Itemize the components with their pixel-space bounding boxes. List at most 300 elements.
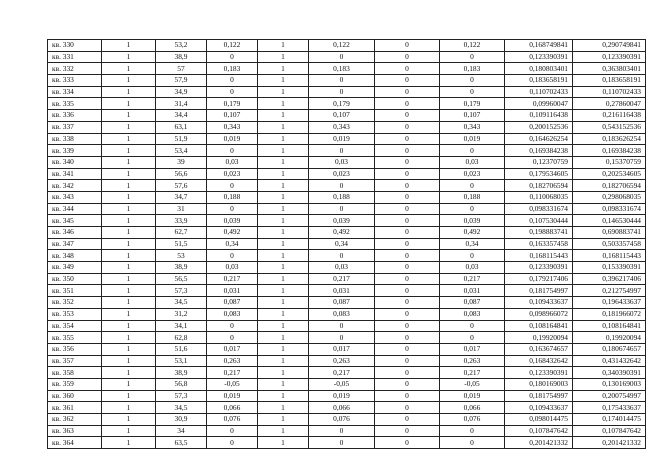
- value-cell: 0,017: [207, 343, 258, 355]
- share-cell: 0,169384238: [505, 145, 573, 157]
- value2-cell: 0: [309, 75, 375, 87]
- area-cell: 31: [156, 203, 207, 215]
- value3-cell: 0: [440, 145, 505, 157]
- zero-cell: 0: [375, 145, 440, 157]
- apartment-cell: кв. 353: [48, 308, 102, 320]
- total-cell: 0,15370759: [573, 156, 646, 168]
- coef-cell: 1: [258, 414, 309, 426]
- total-cell: 0,290749841: [573, 40, 646, 52]
- coef-cell: 1: [258, 425, 309, 437]
- table-row: [48, 227, 646, 239]
- value-cell: 0,031: [207, 285, 258, 297]
- count-cell: 1: [102, 250, 156, 262]
- value-cell: 0: [207, 320, 258, 332]
- value-cell: 0,263: [207, 355, 258, 367]
- share-cell: 0,163674657: [505, 343, 573, 355]
- area-cell: 57: [156, 63, 207, 75]
- coef-cell: 1: [258, 437, 309, 449]
- value2-cell: 0: [309, 51, 375, 63]
- apartment-cell: кв. 333: [48, 75, 102, 87]
- total-cell: 0,183658191: [573, 75, 646, 87]
- share-cell: 0,09960047: [505, 98, 573, 110]
- total-cell: 0,431432642: [573, 355, 646, 367]
- apartment-cell: кв. 349: [48, 262, 102, 274]
- count-cell: 1: [102, 273, 156, 285]
- count-cell: 1: [102, 285, 156, 297]
- value-cell: 0: [207, 145, 258, 157]
- table-row: [48, 63, 646, 75]
- zero-cell: 0: [375, 273, 440, 285]
- value-cell: 0,217: [207, 273, 258, 285]
- value-cell: 0,183: [207, 63, 258, 75]
- zero-cell: 0: [375, 121, 440, 133]
- table-row: [48, 297, 646, 309]
- apartment-cell: кв. 344: [48, 203, 102, 215]
- value-cell: -0,05: [207, 378, 258, 390]
- zero-cell: 0: [375, 110, 440, 122]
- coef-cell: 1: [258, 355, 309, 367]
- share-cell: 0,110068035: [505, 191, 573, 203]
- value3-cell: 0: [440, 51, 505, 63]
- value3-cell: 0,492: [440, 227, 505, 239]
- coef-cell: 1: [258, 145, 309, 157]
- area-cell: 38,9: [156, 262, 207, 274]
- value3-cell: 0,031: [440, 285, 505, 297]
- value2-cell: 0,039: [309, 215, 375, 227]
- value2-cell: 0,03: [309, 156, 375, 168]
- count-cell: 1: [102, 133, 156, 145]
- value-cell: 0: [207, 86, 258, 98]
- zero-cell: 0: [375, 437, 440, 449]
- table-row: [48, 215, 646, 227]
- count-cell: 1: [102, 437, 156, 449]
- value3-cell: 0,083: [440, 308, 505, 320]
- area-cell: 31,2: [156, 308, 207, 320]
- share-cell: 0,107530444: [505, 215, 573, 227]
- total-cell: 0,212754997: [573, 285, 646, 297]
- count-cell: 1: [102, 414, 156, 426]
- value2-cell: 0,019: [309, 133, 375, 145]
- count-cell: 1: [102, 238, 156, 250]
- value2-cell: 0: [309, 320, 375, 332]
- value-cell: 0,039: [207, 215, 258, 227]
- coef-cell: 1: [258, 98, 309, 110]
- apartment-cell: кв. 338: [48, 133, 102, 145]
- value2-cell: 0,066: [309, 402, 375, 414]
- count-cell: 1: [102, 121, 156, 133]
- area-cell: 62,7: [156, 227, 207, 239]
- table-row: [48, 402, 646, 414]
- value-cell: 0,03: [207, 262, 258, 274]
- table-row: [48, 285, 646, 297]
- count-cell: 1: [102, 180, 156, 192]
- share-cell: 0,163357458: [505, 238, 573, 250]
- value2-cell: 0: [309, 86, 375, 98]
- total-cell: 0,098331674: [573, 203, 646, 215]
- coef-cell: 1: [258, 297, 309, 309]
- table-row: [48, 75, 646, 87]
- table-row: [48, 367, 646, 379]
- apartment-cell: кв. 364: [48, 437, 102, 449]
- value3-cell: 0: [440, 203, 505, 215]
- share-cell: 0,109116438: [505, 110, 573, 122]
- value3-cell: 0,183: [440, 63, 505, 75]
- count-cell: 1: [102, 320, 156, 332]
- count-cell: 1: [102, 110, 156, 122]
- value3-cell: 0: [440, 250, 505, 262]
- zero-cell: 0: [375, 75, 440, 87]
- count-cell: 1: [102, 215, 156, 227]
- table-row: [48, 203, 646, 215]
- coef-cell: 1: [258, 191, 309, 203]
- value-cell: 0: [207, 332, 258, 344]
- value3-cell: 0,017: [440, 343, 505, 355]
- table-row: [48, 437, 646, 449]
- apartment-cell: кв. 342: [48, 180, 102, 192]
- share-cell: 0,181754997: [505, 285, 573, 297]
- coef-cell: 1: [258, 285, 309, 297]
- area-cell: 57,3: [156, 390, 207, 402]
- value2-cell: 0: [309, 203, 375, 215]
- share-cell: 0,198883741: [505, 227, 573, 239]
- count-cell: 1: [102, 425, 156, 437]
- area-cell: 56,6: [156, 168, 207, 180]
- value2-cell: 0: [309, 180, 375, 192]
- total-cell: 0,130169003: [573, 378, 646, 390]
- total-cell: 0,182706594: [573, 180, 646, 192]
- zero-cell: 0: [375, 227, 440, 239]
- count-cell: 1: [102, 343, 156, 355]
- area-cell: 63,5: [156, 437, 207, 449]
- zero-cell: 0: [375, 320, 440, 332]
- area-cell: 53,1: [156, 355, 207, 367]
- zero-cell: 0: [375, 355, 440, 367]
- value2-cell: 0,122: [309, 40, 375, 52]
- apartment-cell: кв. 361: [48, 402, 102, 414]
- apartment-cell: кв. 335: [48, 98, 102, 110]
- total-cell: 0,196433637: [573, 297, 646, 309]
- value2-cell: 0,343: [309, 121, 375, 133]
- zero-cell: 0: [375, 402, 440, 414]
- coef-cell: 1: [258, 203, 309, 215]
- count-cell: 1: [102, 86, 156, 98]
- value2-cell: 0,34: [309, 238, 375, 250]
- area-cell: 31,4: [156, 98, 207, 110]
- value3-cell: 0,066: [440, 402, 505, 414]
- apartment-cell: кв. 360: [48, 390, 102, 402]
- count-cell: 1: [102, 297, 156, 309]
- area-cell: 34,7: [156, 191, 207, 203]
- value2-cell: 0: [309, 425, 375, 437]
- apartment-cell: кв. 350: [48, 273, 102, 285]
- zero-cell: 0: [375, 425, 440, 437]
- value-cell: 0,34: [207, 238, 258, 250]
- coef-cell: 1: [258, 215, 309, 227]
- table-row: [48, 343, 646, 355]
- zero-cell: 0: [375, 86, 440, 98]
- value3-cell: 0: [440, 437, 505, 449]
- area-cell: 62,8: [156, 332, 207, 344]
- count-cell: 1: [102, 402, 156, 414]
- area-cell: 53,2: [156, 40, 207, 52]
- value3-cell: 0,087: [440, 297, 505, 309]
- share-cell: 0,168749841: [505, 40, 573, 52]
- value-cell: 0,217: [207, 367, 258, 379]
- apartment-cell: кв. 341: [48, 168, 102, 180]
- zero-cell: 0: [375, 238, 440, 250]
- count-cell: 1: [102, 203, 156, 215]
- count-cell: 1: [102, 227, 156, 239]
- apartment-cell: кв. 351: [48, 285, 102, 297]
- total-cell: 0,183626254: [573, 133, 646, 145]
- total-cell: 0,107847642: [573, 425, 646, 437]
- value3-cell: 0,03: [440, 262, 505, 274]
- coef-cell: 1: [258, 168, 309, 180]
- value-cell: 0,122: [207, 40, 258, 52]
- value2-cell: 0,188: [309, 191, 375, 203]
- apartment-cell: кв. 356: [48, 343, 102, 355]
- total-cell: 0,180674657: [573, 343, 646, 355]
- coef-cell: 1: [258, 121, 309, 133]
- value2-cell: 0: [309, 145, 375, 157]
- table-row: [48, 98, 646, 110]
- apartment-cell: кв. 358: [48, 367, 102, 379]
- value-cell: 0,019: [207, 390, 258, 402]
- area-cell: 34,5: [156, 402, 207, 414]
- coef-cell: 1: [258, 227, 309, 239]
- apartment-cell: кв. 337: [48, 121, 102, 133]
- value-cell: 0,019: [207, 133, 258, 145]
- area-cell: 57,3: [156, 285, 207, 297]
- value3-cell: 0: [440, 180, 505, 192]
- total-cell: 0,201421332: [573, 437, 646, 449]
- share-cell: 0,168432642: [505, 355, 573, 367]
- total-cell: 0,543152536: [573, 121, 646, 133]
- zero-cell: 0: [375, 98, 440, 110]
- value2-cell: 0,263: [309, 355, 375, 367]
- share-cell: 0,168115443: [505, 250, 573, 262]
- count-cell: 1: [102, 40, 156, 52]
- area-cell: 53: [156, 250, 207, 262]
- area-cell: 39: [156, 156, 207, 168]
- table-row: [48, 262, 646, 274]
- apartment-cell: кв. 362: [48, 414, 102, 426]
- value3-cell: -0,05: [440, 378, 505, 390]
- area-cell: 34: [156, 425, 207, 437]
- coef-cell: 1: [258, 63, 309, 75]
- value2-cell: 0,083: [309, 308, 375, 320]
- coef-cell: 1: [258, 367, 309, 379]
- apartment-cell: кв. 330: [48, 40, 102, 52]
- zero-cell: 0: [375, 367, 440, 379]
- share-cell: 0,179534605: [505, 168, 573, 180]
- value2-cell: 0: [309, 332, 375, 344]
- value3-cell: 0,03: [440, 156, 505, 168]
- table-row: [48, 378, 646, 390]
- total-cell: 0,168115443: [573, 250, 646, 262]
- count-cell: 1: [102, 390, 156, 402]
- share-cell: 0,110702433: [505, 86, 573, 98]
- value2-cell: 0,107: [309, 110, 375, 122]
- value3-cell: 0,217: [440, 367, 505, 379]
- apartment-cell: кв. 346: [48, 227, 102, 239]
- value2-cell: 0: [309, 437, 375, 449]
- value2-cell: 0,03: [309, 262, 375, 274]
- coef-cell: 1: [258, 262, 309, 274]
- value2-cell: 0,076: [309, 414, 375, 426]
- value2-cell: 0,217: [309, 273, 375, 285]
- share-cell: 0,098966072: [505, 308, 573, 320]
- zero-cell: 0: [375, 133, 440, 145]
- count-cell: 1: [102, 145, 156, 157]
- apartment-cell: кв. 355: [48, 332, 102, 344]
- value-cell: 0,179: [207, 98, 258, 110]
- area-cell: 38,9: [156, 367, 207, 379]
- value3-cell: 0,023: [440, 168, 505, 180]
- total-cell: 0,298068035: [573, 191, 646, 203]
- count-cell: 1: [102, 168, 156, 180]
- total-cell: 0,108164841: [573, 320, 646, 332]
- value-cell: 0,076: [207, 414, 258, 426]
- coef-cell: 1: [258, 110, 309, 122]
- area-cell: 53,4: [156, 145, 207, 157]
- value-cell: 0,083: [207, 308, 258, 320]
- value-cell: 0: [207, 75, 258, 87]
- total-cell: 0,110702433: [573, 86, 646, 98]
- area-cell: 57,9: [156, 75, 207, 87]
- total-cell: 0,202534605: [573, 168, 646, 180]
- zero-cell: 0: [375, 191, 440, 203]
- apartment-cell: кв. 336: [48, 110, 102, 122]
- coef-cell: 1: [258, 51, 309, 63]
- share-cell: 0,201421332: [505, 437, 573, 449]
- total-cell: 0,123390391: [573, 51, 646, 63]
- count-cell: 1: [102, 367, 156, 379]
- share-cell: 0,181754997: [505, 390, 573, 402]
- area-cell: 30,9: [156, 414, 207, 426]
- apartment-cell: кв. 354: [48, 320, 102, 332]
- table-row: [48, 355, 646, 367]
- zero-cell: 0: [375, 51, 440, 63]
- coef-cell: 1: [258, 250, 309, 262]
- total-cell: 0,27860047: [573, 98, 646, 110]
- apartment-cell: кв. 352: [48, 297, 102, 309]
- zero-cell: 0: [375, 285, 440, 297]
- value-cell: 0,066: [207, 402, 258, 414]
- zero-cell: 0: [375, 343, 440, 355]
- area-cell: 34,9: [156, 86, 207, 98]
- area-cell: 38,9: [156, 51, 207, 63]
- count-cell: 1: [102, 308, 156, 320]
- value3-cell: 0,039: [440, 215, 505, 227]
- share-cell: 0,098014475: [505, 414, 573, 426]
- area-cell: 56,5: [156, 273, 207, 285]
- table-row: [48, 308, 646, 320]
- area-cell: 34,1: [156, 320, 207, 332]
- count-cell: 1: [102, 98, 156, 110]
- total-cell: 0,174014475: [573, 414, 646, 426]
- zero-cell: 0: [375, 414, 440, 426]
- coef-cell: 1: [258, 343, 309, 355]
- share-cell: 0,183658191: [505, 75, 573, 87]
- total-cell: 0,396217406: [573, 273, 646, 285]
- area-cell: 51,9: [156, 133, 207, 145]
- value-cell: 0,03: [207, 156, 258, 168]
- area-cell: 34,5: [156, 297, 207, 309]
- count-cell: 1: [102, 75, 156, 87]
- table-row: [48, 332, 646, 344]
- value3-cell: 0: [440, 75, 505, 87]
- apartment-cell: кв. 332: [48, 63, 102, 75]
- zero-cell: 0: [375, 168, 440, 180]
- total-cell: 0,200754997: [573, 390, 646, 402]
- apartment-cell: кв. 357: [48, 355, 102, 367]
- share-cell: 0,180169003: [505, 378, 573, 390]
- value3-cell: 0: [440, 86, 505, 98]
- share-cell: 0,108164841: [505, 320, 573, 332]
- value2-cell: 0,087: [309, 297, 375, 309]
- value-cell: 0,492: [207, 227, 258, 239]
- zero-cell: 0: [375, 308, 440, 320]
- zero-cell: 0: [375, 215, 440, 227]
- count-cell: 1: [102, 63, 156, 75]
- table-row: [48, 121, 646, 133]
- table-row: [48, 40, 646, 52]
- apartment-cell: кв. 339: [48, 145, 102, 157]
- value-cell: 0,107: [207, 110, 258, 122]
- value2-cell: 0: [309, 250, 375, 262]
- share-cell: 0,182706594: [505, 180, 573, 192]
- coef-cell: 1: [258, 86, 309, 98]
- zero-cell: 0: [375, 40, 440, 52]
- value3-cell: 0,076: [440, 414, 505, 426]
- table-row: [48, 180, 646, 192]
- total-cell: 0,690883741: [573, 227, 646, 239]
- count-cell: 1: [102, 156, 156, 168]
- table-row: [48, 238, 646, 250]
- total-cell: 0,19920094: [573, 332, 646, 344]
- coef-cell: 1: [258, 273, 309, 285]
- table-row: [48, 156, 646, 168]
- share-cell: 0,109433637: [505, 297, 573, 309]
- coef-cell: 1: [258, 402, 309, 414]
- coef-cell: 1: [258, 40, 309, 52]
- area-cell: 33,9: [156, 215, 207, 227]
- value2-cell: -0,05: [309, 378, 375, 390]
- total-cell: 0,175433637: [573, 402, 646, 414]
- value3-cell: 0,107: [440, 110, 505, 122]
- total-cell: 0,181966072: [573, 308, 646, 320]
- zero-cell: 0: [375, 297, 440, 309]
- table-row: [48, 425, 646, 437]
- share-cell: 0,180803401: [505, 63, 573, 75]
- count-cell: 1: [102, 355, 156, 367]
- apartment-cell: кв. 359: [48, 378, 102, 390]
- apartment-cell: кв. 334: [48, 86, 102, 98]
- count-cell: 1: [102, 262, 156, 274]
- apartment-cell: кв. 347: [48, 238, 102, 250]
- value3-cell: 0,188: [440, 191, 505, 203]
- coef-cell: 1: [258, 378, 309, 390]
- value3-cell: 0,217: [440, 273, 505, 285]
- table-row: [48, 145, 646, 157]
- coef-cell: 1: [258, 320, 309, 332]
- table-row: [48, 414, 646, 426]
- value-cell: 0: [207, 51, 258, 63]
- count-cell: 1: [102, 191, 156, 203]
- table-row: [48, 168, 646, 180]
- zero-cell: 0: [375, 378, 440, 390]
